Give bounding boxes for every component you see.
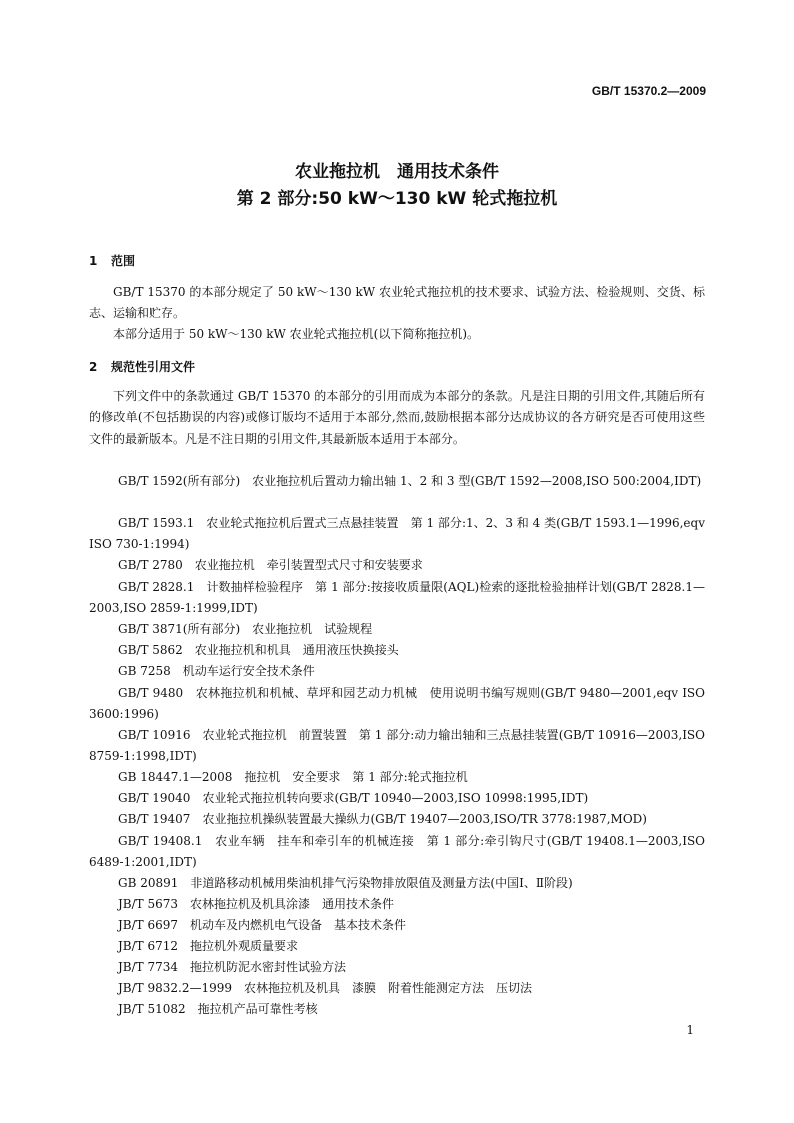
reference-item: GB/T 3871(所有部分) 农业拖拉机 试验规程	[118, 622, 373, 636]
reference-item: GB 20891 非道路移动机械用柴油机排气污染物排放限值及测量方法(中国Ⅰ、Ⅱ阶段)	[118, 876, 573, 890]
page-number: 1	[686, 1023, 694, 1037]
reference-item: JB/T 5673 农林拖拉机及机具涂漆 通用技术条件	[118, 897, 395, 911]
section-title: 规范性引用文件	[111, 360, 196, 374]
paragraph: GB/T 15370 的本部分规定了 50 kW～130 kW 农业轮式拖拉机的技术要求、试验方法、检验规则、交货、标志、运输和贮存。	[89, 285, 705, 321]
reference-item: GB 7258 机动车运行安全技术条件	[118, 664, 315, 678]
reference-item: GB/T 1592(所有部分) 农业拖拉机后置动力输出轴 1、2 和 3 型(GB/T 1592—2008,ISO 500:2004,IDT)	[118, 474, 702, 488]
standard-code: GB/T 15370.2—2009	[591, 84, 706, 98]
document-title-line2: 第 2 部分:50 kW～130 kW 轮式拖拉机	[236, 189, 558, 209]
reference-item: GB/T 2780 农业拖拉机 牵引装置型式尺寸和安装要求	[118, 558, 423, 572]
reference-item: GB 18447.1—2008 拖拉机 安全要求 第 1 部分:轮式拖拉机	[118, 770, 468, 784]
reference-item: JB/T 51082 拖拉机产品可靠性考核	[118, 1002, 318, 1016]
section-title: 范围	[111, 254, 136, 268]
reference-item: JB/T 6712 拖拉机外观质量要求	[118, 939, 299, 953]
reference-item: GB/T 10916 农业轮式拖拉机 前置装置 第 1 部分:动力输出轴和三点悬挂装置(GB/T 10916—2003,ISO 8759-1:1998,IDT)	[89, 728, 705, 764]
section-number: 1	[89, 254, 98, 268]
section-number: 2	[89, 360, 98, 374]
document-title-line1: 农业拖拉机 通用技术条件	[295, 162, 499, 182]
reference-item: GB/T 19040 农业轮式拖拉机转向要求(GB/T 10940—2003,ISO 10998:1995,IDT)	[118, 791, 589, 805]
reference-item: GB/T 1593.1 农业轮式拖拉机后置式三点悬挂装置 第 1 部分:1、2、3 和 4 类(GB/T 1593.1—1996,eqv ISO 730-1:1994)	[89, 516, 705, 552]
reference-item: GB/T 19407 农业拖拉机操纵装置最大操纵力(GB/T 19407—2003,ISO/TR 3778:1987,MOD)	[118, 812, 647, 826]
reference-item: GB/T 2828.1 计数抽样检验程序 第 1 部分:按接收质量限(AQL)检索的逐批检验抽样计划(GB/T 2828.1—2003,ISO 2859-1:1999,IDT)	[89, 580, 705, 616]
reference-item: JB/T 6697 机动车及内燃机电气设备 基本技术条件	[118, 918, 407, 932]
reference-item: GB/T 9480 农林拖拉机和机械、草坪和园艺动力机械 使用说明书编写规则(GB/T 9480—2001,eqv ISO 3600:1996)	[89, 686, 705, 722]
paragraph: 本部分适用于 50 kW～130 kW 农业轮式拖拉机(以下简称拖拉机)。	[113, 327, 480, 341]
paragraph: 下列文件中的条款通过 GB/T 15370 的本部分的引用而成为本部分的条款。凡是注日期的引用文件,其随后所有的修改单(不包括勘误的内容)或修订版均不适用于本部分,然而,鼓励根据本部分达成协议的各方研究是否可使用这些文件的最新版本。凡是不注日期的引用文件,其最新版本适用于本部分。	[89, 389, 705, 446]
reference-item: JB/T 7734 拖拉机防泥水密封性试验方法	[118, 960, 347, 974]
section-2-heading	[89, 358, 195, 375]
section-1-heading	[89, 252, 135, 269]
reference-item: JB/T 9832.2—1999 农林拖拉机及机具 漆膜 附着性能测定方法 压切法	[118, 981, 533, 995]
reference-item: GB/T 19408.1 农业车辆 挂车和牵引车的机械连接 第 1 部分:牵引钩尺寸(GB/T 19408.1—2003,ISO 6489-1:2001,IDT)	[89, 834, 705, 870]
reference-item: GB/T 5862 农业拖拉机和机具 通用液压快换接头	[118, 643, 399, 657]
